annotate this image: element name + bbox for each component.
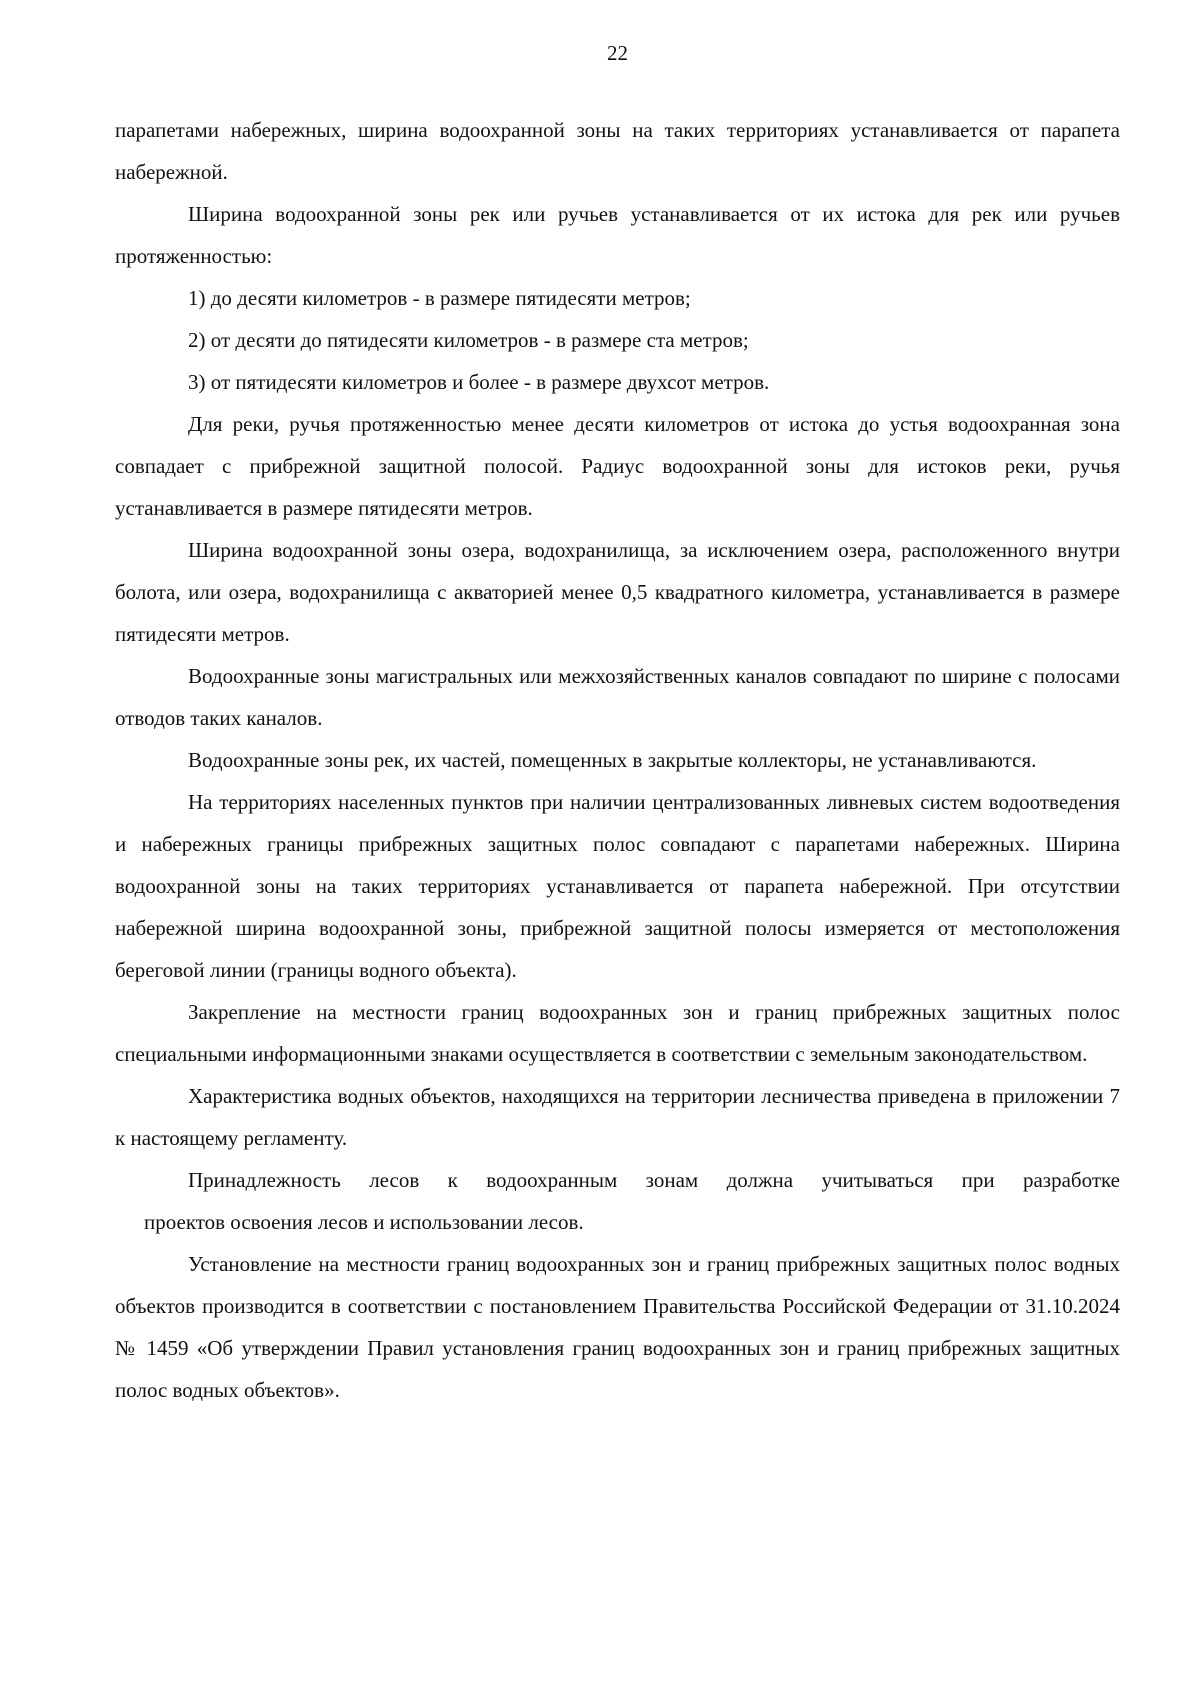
paragraph-collectors: Водоохранные зоны рек, их частей, помещенных в закрытые коллекторы, не устанавливаются. [188,748,1037,772]
list-item-1: 1) до десяти километров - в размере пятидесяти метров; [188,286,691,310]
paragraph-canals: Водоохранные зоны магистральных или межхозяйственных каналов совпадают по ширине с полосами отводов таких каналов. [115,664,1120,730]
list-item-2: 2) от десяти до пятидесяти километров - в размере ста метров; [188,328,749,352]
document-body [115,109,1120,1411]
paragraph-forest-membership-line-2: проектов освоения лесов и использовании лесов. [144,1210,584,1234]
list-item-3: 3) от пятидесяти километров и более - в размере двухсот метров. [188,370,770,394]
paragraph-boundary-marking: Закрепление на местности границ водоохранных зон и границ прибрежных защитных полос специальными информационными знаками осуществляется в соответствии с земельным законодательством. [115,1000,1120,1066]
paragraph-lake-width: Ширина водоохранной зоны озера, водохранилища, за исключением озера, расположенного внутри болота, или озера, водохранилища с акваторией менее 0,5 квадратного километра, устанавливается в размере пятидесяти метров. [115,538,1120,646]
page-number: 22 [607,41,628,65]
paragraph-river-width: Ширина водоохранной зоны рек или ручьев устанавливается от их истока для рек или ручьев протяженностью: [115,202,1120,268]
paragraph-continuation: парапетами набережных, ширина водоохранной зоны на таких территориях устанавливается от парапета набережной. [115,118,1120,184]
paragraph-forest-membership [115,1159,1120,1243]
paragraph-water-objects: Характеристика водных объектов, находящихся на территории лесничества приведена в приложении 7 к настоящему регламенту. [115,1084,1120,1150]
paragraph-short-river: Для реки, ручья протяженностью менее десяти километров от истока до устья водоохранная зона совпадает с прибрежной защитной полосой. Радиус водоохранной зоны для истоков реки, ручья устанавливается в размере пятидесяти метров. [115,412,1120,520]
paragraph-forest-membership-line-1: Принадлежность лесов к водоохранным зонам должна учитываться при разработке [188,1168,1120,1192]
paragraph-boundary-establishment: Установление на местности границ водоохранных зон и границ прибрежных защитных полос водных объектов производится в соответствии с постановлением Правительства Российской Федерации от 31.10.2024 № 1459 «Об утверждении Правил установления границ водоохранных зон и границ прибрежных защитных полос водных объектов». [115,1252,1120,1402]
paragraph-settlements: На территориях населенных пунктов при наличии централизованных ливневых систем водоотведения и набережных границы прибрежных защитных полос совпадают с парапетами набережных. Ширина водоохранной зоны на таких территориях устанавливается от парапета набережной. При отсутствии набережной ширина водоохранной зоны, прибрежной защитной полосы измеряется от местоположения береговой линии (границы водного объекта). [115,790,1120,982]
